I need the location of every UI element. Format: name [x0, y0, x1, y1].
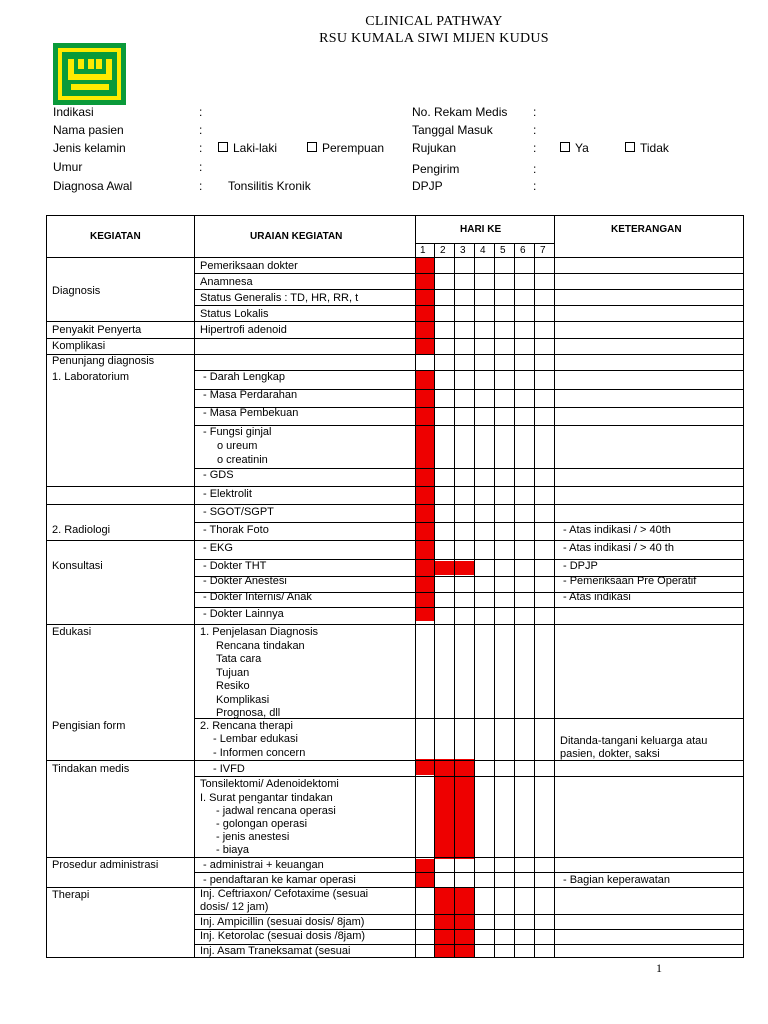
day-number: 7 [540, 245, 546, 256]
kegiatan-therapi: Therapi [52, 889, 90, 901]
uraian-item: - administrai + keuangan [203, 859, 324, 871]
day-number: 3 [460, 245, 466, 256]
kegiatan-tindakan-medis: Tindakan medis [52, 763, 130, 775]
uraian-item: o creatinin [217, 454, 268, 466]
column-header-kegiatan: KEGIATAN [90, 231, 141, 242]
colon: : [533, 179, 537, 193]
uraian-item: - Masa Pembekuan [203, 407, 299, 419]
colon: : [199, 160, 203, 174]
colon: : [199, 123, 203, 137]
kegiatan-penyakit-penyerta: Penyakit Penyerta [52, 324, 142, 336]
keterangan-item: pasien, dokter, saksi [560, 748, 660, 760]
option-label: Ya [575, 141, 589, 155]
kegiatan-prosedur-administrasi: Prosedur administrasi [52, 859, 159, 871]
uraian-item: - Dokter Anestesi [203, 575, 287, 587]
document-title: CLINICAL PATHWAY [365, 14, 503, 29]
day-number: 5 [500, 245, 506, 256]
uraian-item: - jadwal rencana operasi [216, 805, 336, 817]
kegiatan-pengisian-form: Pengisian form [52, 720, 126, 732]
keterangan-item: - Atas indikasi / > 40 th [563, 542, 674, 554]
uraian-item: Tata cara [216, 653, 262, 665]
kegiatan-laboratorium: 1. Laboratorium [52, 371, 130, 383]
colon: : [533, 123, 537, 137]
uraian-item: Status Generalis : TD, HR, RR, t [200, 292, 359, 304]
checkbox-perempuan[interactable] [307, 141, 384, 155]
uraian-item: - GDS [203, 469, 234, 481]
info-label-nama: Nama pasien [53, 123, 124, 137]
checkbox-icon[interactable] [560, 142, 570, 152]
uraian-item: - SGOT/SGPT [203, 506, 274, 518]
uraian-item: Resiko [216, 680, 250, 692]
day-number: 4 [480, 245, 486, 256]
keterangan-item: - Atas indikasi / > 40th [563, 524, 671, 536]
uraian-item: dosis/ 12 jam) [200, 901, 269, 913]
uraian-item: - Lembar edukasi [213, 733, 298, 745]
info-label-umur: Umur [53, 160, 83, 174]
uraian-item: Tonsilektomi/ Adenoidektomi [200, 778, 339, 790]
checkbox-icon[interactable] [307, 142, 317, 152]
uraian-item: o ureum [217, 440, 258, 452]
uraian-item: - Dokter Lainnya [203, 608, 284, 620]
column-header-uraian: URAIAN KEGIATAN [250, 231, 343, 242]
uraian-item: Inj. Ampicillin (sesuai dosis/ 8jam) [200, 916, 365, 928]
hospital-logo [53, 43, 126, 105]
checkbox-ya[interactable] [560, 141, 589, 155]
info-label-diagnosa: Diagnosa Awal [53, 179, 133, 193]
uraian-item: Inj. Ceftriaxon/ Cefotaxime (sesuai [200, 888, 369, 900]
option-label: Tidak [640, 141, 669, 155]
colon: : [533, 162, 537, 176]
uraian-item: - Informen concern [213, 747, 306, 759]
checkbox-laki-laki[interactable] [218, 141, 277, 155]
column-header-hari-ke: HARI KE [460, 224, 502, 235]
info-label-rujukan: Rujukan [412, 141, 457, 155]
uraian-item: - EKG [203, 542, 233, 554]
checkbox-icon[interactable] [625, 142, 635, 152]
uraian-item: Inj. Ketorolac (sesuai dosis /8jam) [200, 930, 366, 942]
hospital-name: RSU KUMALA SIWI MIJEN KUDUS [319, 31, 549, 46]
uraian-item: Hipertrofi adenoid [200, 324, 287, 336]
uraian-item: - biaya [216, 844, 250, 856]
keterangan-item: - Bagian keperawatan [563, 874, 671, 886]
kegiatan-konsultasi: Konsultasi [52, 560, 103, 572]
info-label-indikasi: Indikasi [53, 105, 94, 119]
info-label-tanggal-masuk: Tanggal Masuk [412, 123, 493, 137]
option-label: Laki-laki [233, 141, 278, 155]
info-label-rekam-medis: No. Rekam Medis [412, 105, 508, 119]
day-number: 1 [420, 245, 426, 256]
checkbox-tidak[interactable] [625, 141, 669, 155]
uraian-item: - jenis anestesi [216, 831, 290, 843]
page-number: 1 [656, 961, 662, 975]
colon: : [533, 141, 537, 155]
uraian-item: Inj. Asam Traneksamat (sesuai [200, 945, 351, 957]
uraian-item: - Fungsi ginjal [203, 426, 272, 438]
colon: : [533, 105, 537, 119]
colon: : [199, 105, 203, 119]
uraian-item: - golongan operasi [216, 818, 308, 830]
column-header-keterangan: KETERANGAN [611, 224, 682, 235]
checkbox-icon[interactable] [218, 142, 228, 152]
kegiatan-edukasi: Edukasi [52, 626, 92, 638]
info-label-pengirim: Pengirim [412, 162, 460, 176]
day-number: 2 [440, 245, 446, 256]
uraian-item: Status Lokalis [200, 308, 269, 320]
keterangan-item: Ditanda-tangani keluarga atau [560, 735, 708, 747]
uraian-item: - pendaftaran ke kamar operasi [203, 874, 356, 886]
uraian-item: - Darah Lengkap [203, 371, 285, 383]
kegiatan-diagnosis: Diagnosis [52, 285, 101, 297]
uraian-item: - Thorak Foto [203, 524, 269, 536]
kegiatan-penunjang: Penunjang diagnosis [52, 355, 155, 367]
uraian-item: I. Surat pengantar tindakan [200, 792, 333, 804]
uraian-item: - Dokter THT [203, 560, 267, 572]
uraian-item: - IVFD [213, 763, 245, 775]
uraian-item: 1. Penjelasan Diagnosis [200, 626, 319, 638]
uraian-item: Rencana tindakan [216, 640, 305, 652]
uraian-item: Komplikasi [216, 694, 270, 706]
day-number: 6 [520, 245, 526, 256]
uraian-item: - Elektrolit [203, 488, 252, 500]
colon: : [199, 141, 203, 155]
option-label: Perempuan [322, 141, 385, 155]
uraian-item: Prognosa, dll [216, 707, 281, 719]
kegiatan-komplikasi: Komplikasi [52, 340, 106, 352]
keterangan-item: - DPJP [563, 560, 598, 572]
diagnosa-awal-value: Tonsilitis Kronik [228, 179, 311, 193]
uraian-item: Tujuan [216, 667, 250, 679]
uraian-item: Pemeriksaan dokter [200, 260, 298, 272]
keterangan-item: - Pemeriksaan Pre Operatif [563, 575, 697, 587]
uraian-item: - Masa Perdarahan [203, 389, 298, 401]
info-label-dpjp: DPJP [412, 179, 443, 193]
uraian-item: - Dokter Internis/ Anak [203, 591, 312, 603]
keterangan-item: - Atas indikasi [563, 591, 631, 603]
uraian-item: 2. Rencana therapi [200, 720, 293, 732]
kegiatan-radiologi: 2. Radiologi [52, 524, 111, 536]
info-label-jenis-kelamin: Jenis kelamin [53, 141, 126, 155]
uraian-item: Anamnesa [200, 276, 253, 288]
colon: : [199, 179, 203, 193]
